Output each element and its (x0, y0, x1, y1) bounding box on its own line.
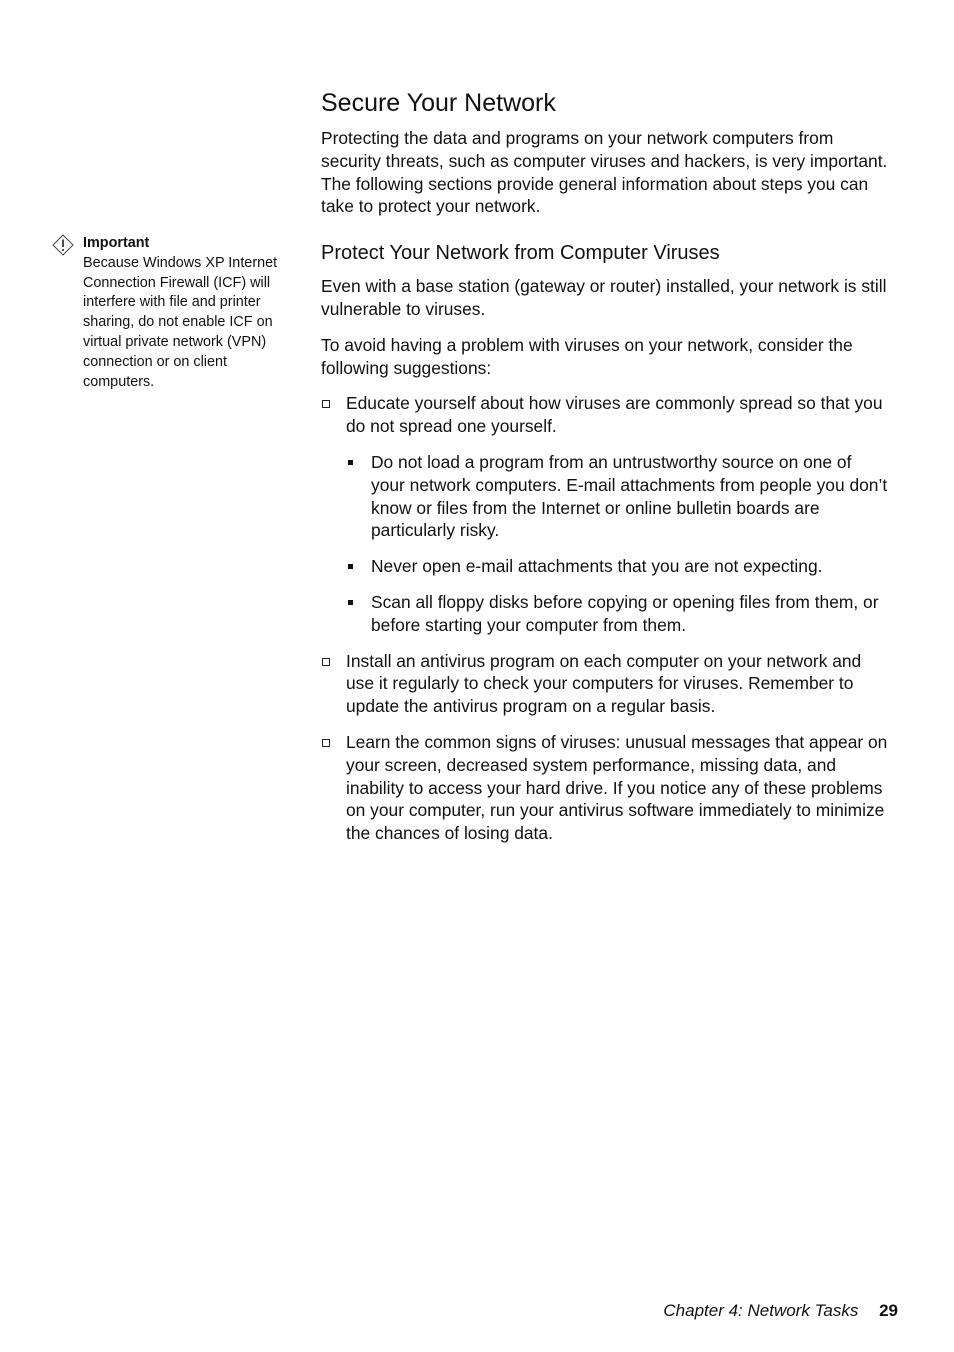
suggestion-list (321, 392, 889, 845)
list-item-text: Learn the common signs of viruses: unusual messages that appear on your screen, decreased system performance, missing data, and inability to access your hard drive. If you notice any of these problems on your computer, run your antivirus software immediately to minimize the chances of losing data. (346, 731, 888, 844)
list-item (321, 731, 889, 845)
main-content (321, 86, 889, 858)
sub-list-item-text: Scan all floppy disks before copying or opening files from them, or before starting your computer from them. (371, 591, 879, 635)
chapter-label: Chapter 4: Network Tasks (663, 1301, 859, 1320)
sub-list-item (346, 555, 889, 578)
solid-bullet-icon (348, 564, 353, 569)
list-item-text: Install an antivirus program on each computer on your network and use it regularly to check your computers for viruses. Remember to update the antivirus program on a regular basis. (346, 650, 862, 717)
sub-list-item-text: Never open e-mail attachments that you are not expecting. (371, 556, 823, 577)
list-item-text: Educate yourself about how viruses are commonly spread so that you do not spread one yourself. (346, 393, 883, 437)
list-item (321, 650, 889, 718)
note-text: Because Windows XP Internet Connection Firewall (ICF) will interfere with file and printer sharing, do not enable ICF on virtual private network (VPN) connection or on client computers. (83, 254, 278, 390)
square-bullet-icon (322, 400, 330, 408)
paragraph: To avoid having a problem with viruses on your network, consider the following suggestions: (321, 334, 853, 378)
page-number: 29 (879, 1301, 898, 1320)
intro-paragraph: Protecting the data and programs on your network computers from security threats, such as computer viruses and hackers, is very important. The following sections provide general information about steps you can take to protect your network. (321, 128, 888, 217)
page-footer (663, 1300, 898, 1322)
sub-list-item-text: Do not load a program from an untrustworthy source on one of your network computers. E-mail attachments from people you don’t know or files from the Internet or online bulletin boards are particularly risky. (371, 451, 888, 541)
note-body (83, 234, 292, 392)
sub-list-item (346, 591, 889, 637)
solid-bullet-icon (348, 460, 353, 465)
section-title: Protect Your Network from Computer Viruses (321, 242, 720, 265)
warning-diamond-icon (52, 234, 74, 256)
paragraph: Even with a base station (gateway or router) installed, your network is still vulnerable to viruses. (321, 276, 887, 319)
solid-bullet-icon (348, 600, 353, 605)
sub-list-item (346, 451, 889, 542)
page-title: Secure Your Network (321, 89, 556, 117)
square-bullet-icon (322, 739, 330, 747)
list-item (321, 392, 889, 636)
note-title: Important (83, 235, 150, 251)
important-note (52, 234, 292, 392)
sub-list (346, 451, 889, 637)
square-bullet-icon (322, 658, 330, 666)
